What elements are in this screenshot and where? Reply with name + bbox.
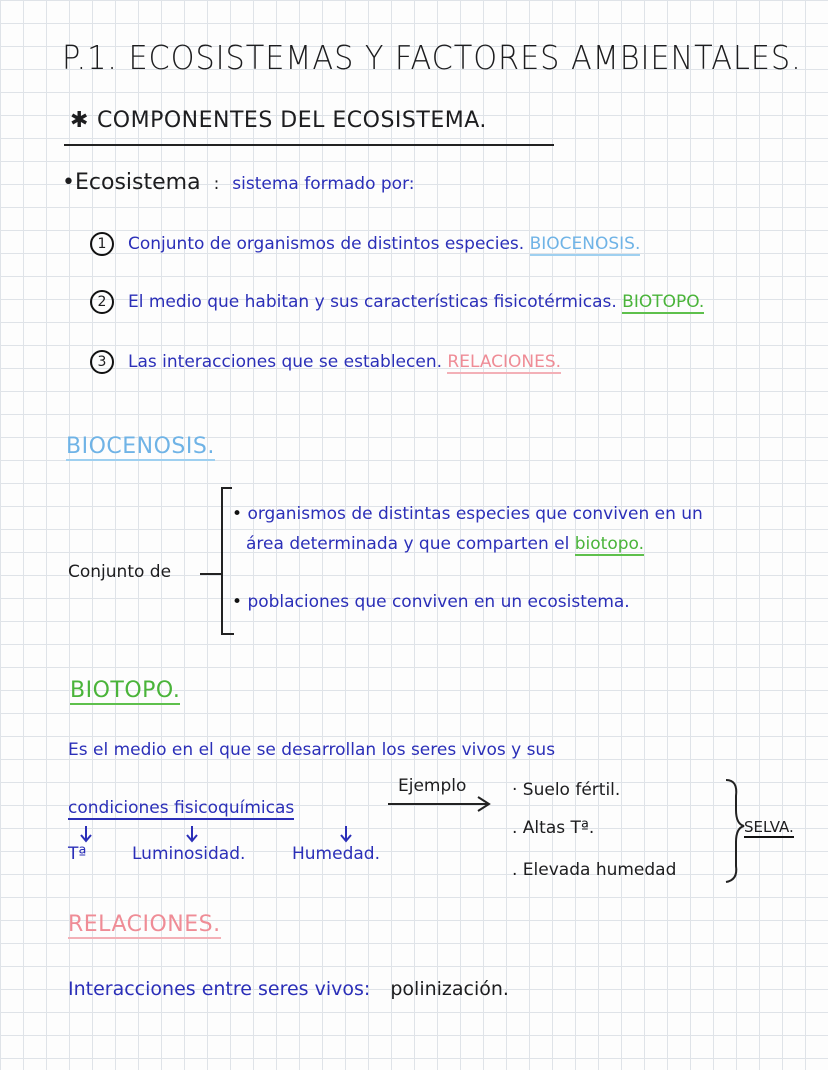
arrow-right-icon	[388, 797, 489, 811]
biotopo-conditions: condiciones fisicoquímicas	[68, 798, 295, 818]
relaciones-example: polinización.	[390, 978, 509, 1000]
factor-humidity: Humedad.	[292, 844, 380, 864]
example-item-3: . Elevada humedad	[512, 860, 677, 880]
example-item-1: · Suelo fértil.	[512, 780, 621, 800]
brace-right-icon	[726, 780, 744, 882]
component-item-1	[90, 232, 640, 256]
biocenosis-item-1-line-1: • organismos de distintas especies que conviven en un	[232, 504, 703, 524]
bullet-icon: •	[62, 170, 75, 195]
component-item-2	[90, 290, 704, 314]
definition-term: Ecosistema	[74, 170, 201, 195]
example-label: Ejemplo	[398, 776, 467, 796]
subtitle-underline	[64, 144, 554, 146]
relaciones-line	[68, 978, 509, 1000]
component-text: Conjunto de organismos de distintos especies.	[128, 234, 525, 254]
number-1-icon: 1	[90, 232, 114, 256]
arrow-down-icon	[187, 826, 197, 841]
biocenosis-heading: BIOCENOSIS.	[66, 434, 215, 459]
example-item-2: . Altas Tª.	[512, 818, 595, 838]
biocenosis-item-2: • poblaciones que conviven en un ecosistema.	[232, 592, 630, 612]
biotopo-heading: BIOTOPO.	[70, 678, 181, 703]
biocenosis-item-1-line-2	[246, 534, 644, 554]
relaciones-text: Interacciones entre seres vivos:	[68, 978, 371, 1000]
subtitle-text: COMPONENTES DEL ECOSISTEMA.	[96, 108, 487, 133]
example-result-selva: SELVA.	[744, 818, 794, 836]
number-3-icon: 3	[90, 350, 114, 374]
arrow-down-icon	[81, 826, 91, 841]
component-label-biotopo: BIOTOPO.	[622, 292, 705, 312]
biocenosis-item-1-text: organismos de distintas especies que conviven en un	[247, 504, 703, 524]
section-subtitle	[70, 108, 487, 133]
biocenosis-lead: Conjunto de	[68, 562, 172, 582]
asterisk-icon: ✱	[70, 108, 89, 133]
component-label-biocenosis: BIOCENOSIS.	[529, 234, 641, 254]
biotopo-sentence: Es el medio en el que se desarrollan los seres vivos y sus	[68, 740, 556, 760]
component-item-3	[90, 350, 561, 374]
biocenosis-item-2-text: poblaciones que conviven en un ecosistema.	[247, 592, 630, 612]
relaciones-heading: RELACIONES.	[68, 912, 221, 937]
component-text: El medio que habitan y sus características fisicotérmicas.	[128, 292, 617, 312]
definition-line	[62, 170, 415, 195]
component-text: Las interacciones que se establecen.	[128, 352, 442, 372]
number-2-icon: 2	[90, 290, 114, 314]
factor-temperature: Tª	[68, 844, 87, 864]
definition-text: sistema formado por:	[232, 174, 415, 194]
arrow-down-icon	[341, 826, 351, 841]
component-label-relaciones: RELACIONES.	[447, 352, 562, 372]
page-title: P.1. ECOSISTEMAS Y FACTORES AMBIENTALES.	[62, 38, 802, 77]
factor-luminosity: Luminosidad.	[132, 844, 246, 864]
definition-colon: :	[213, 174, 220, 194]
biocenosis-item-1-text-2: área determinada y que comparten el	[246, 534, 570, 554]
biotopo-link: biotopo.	[574, 534, 645, 554]
